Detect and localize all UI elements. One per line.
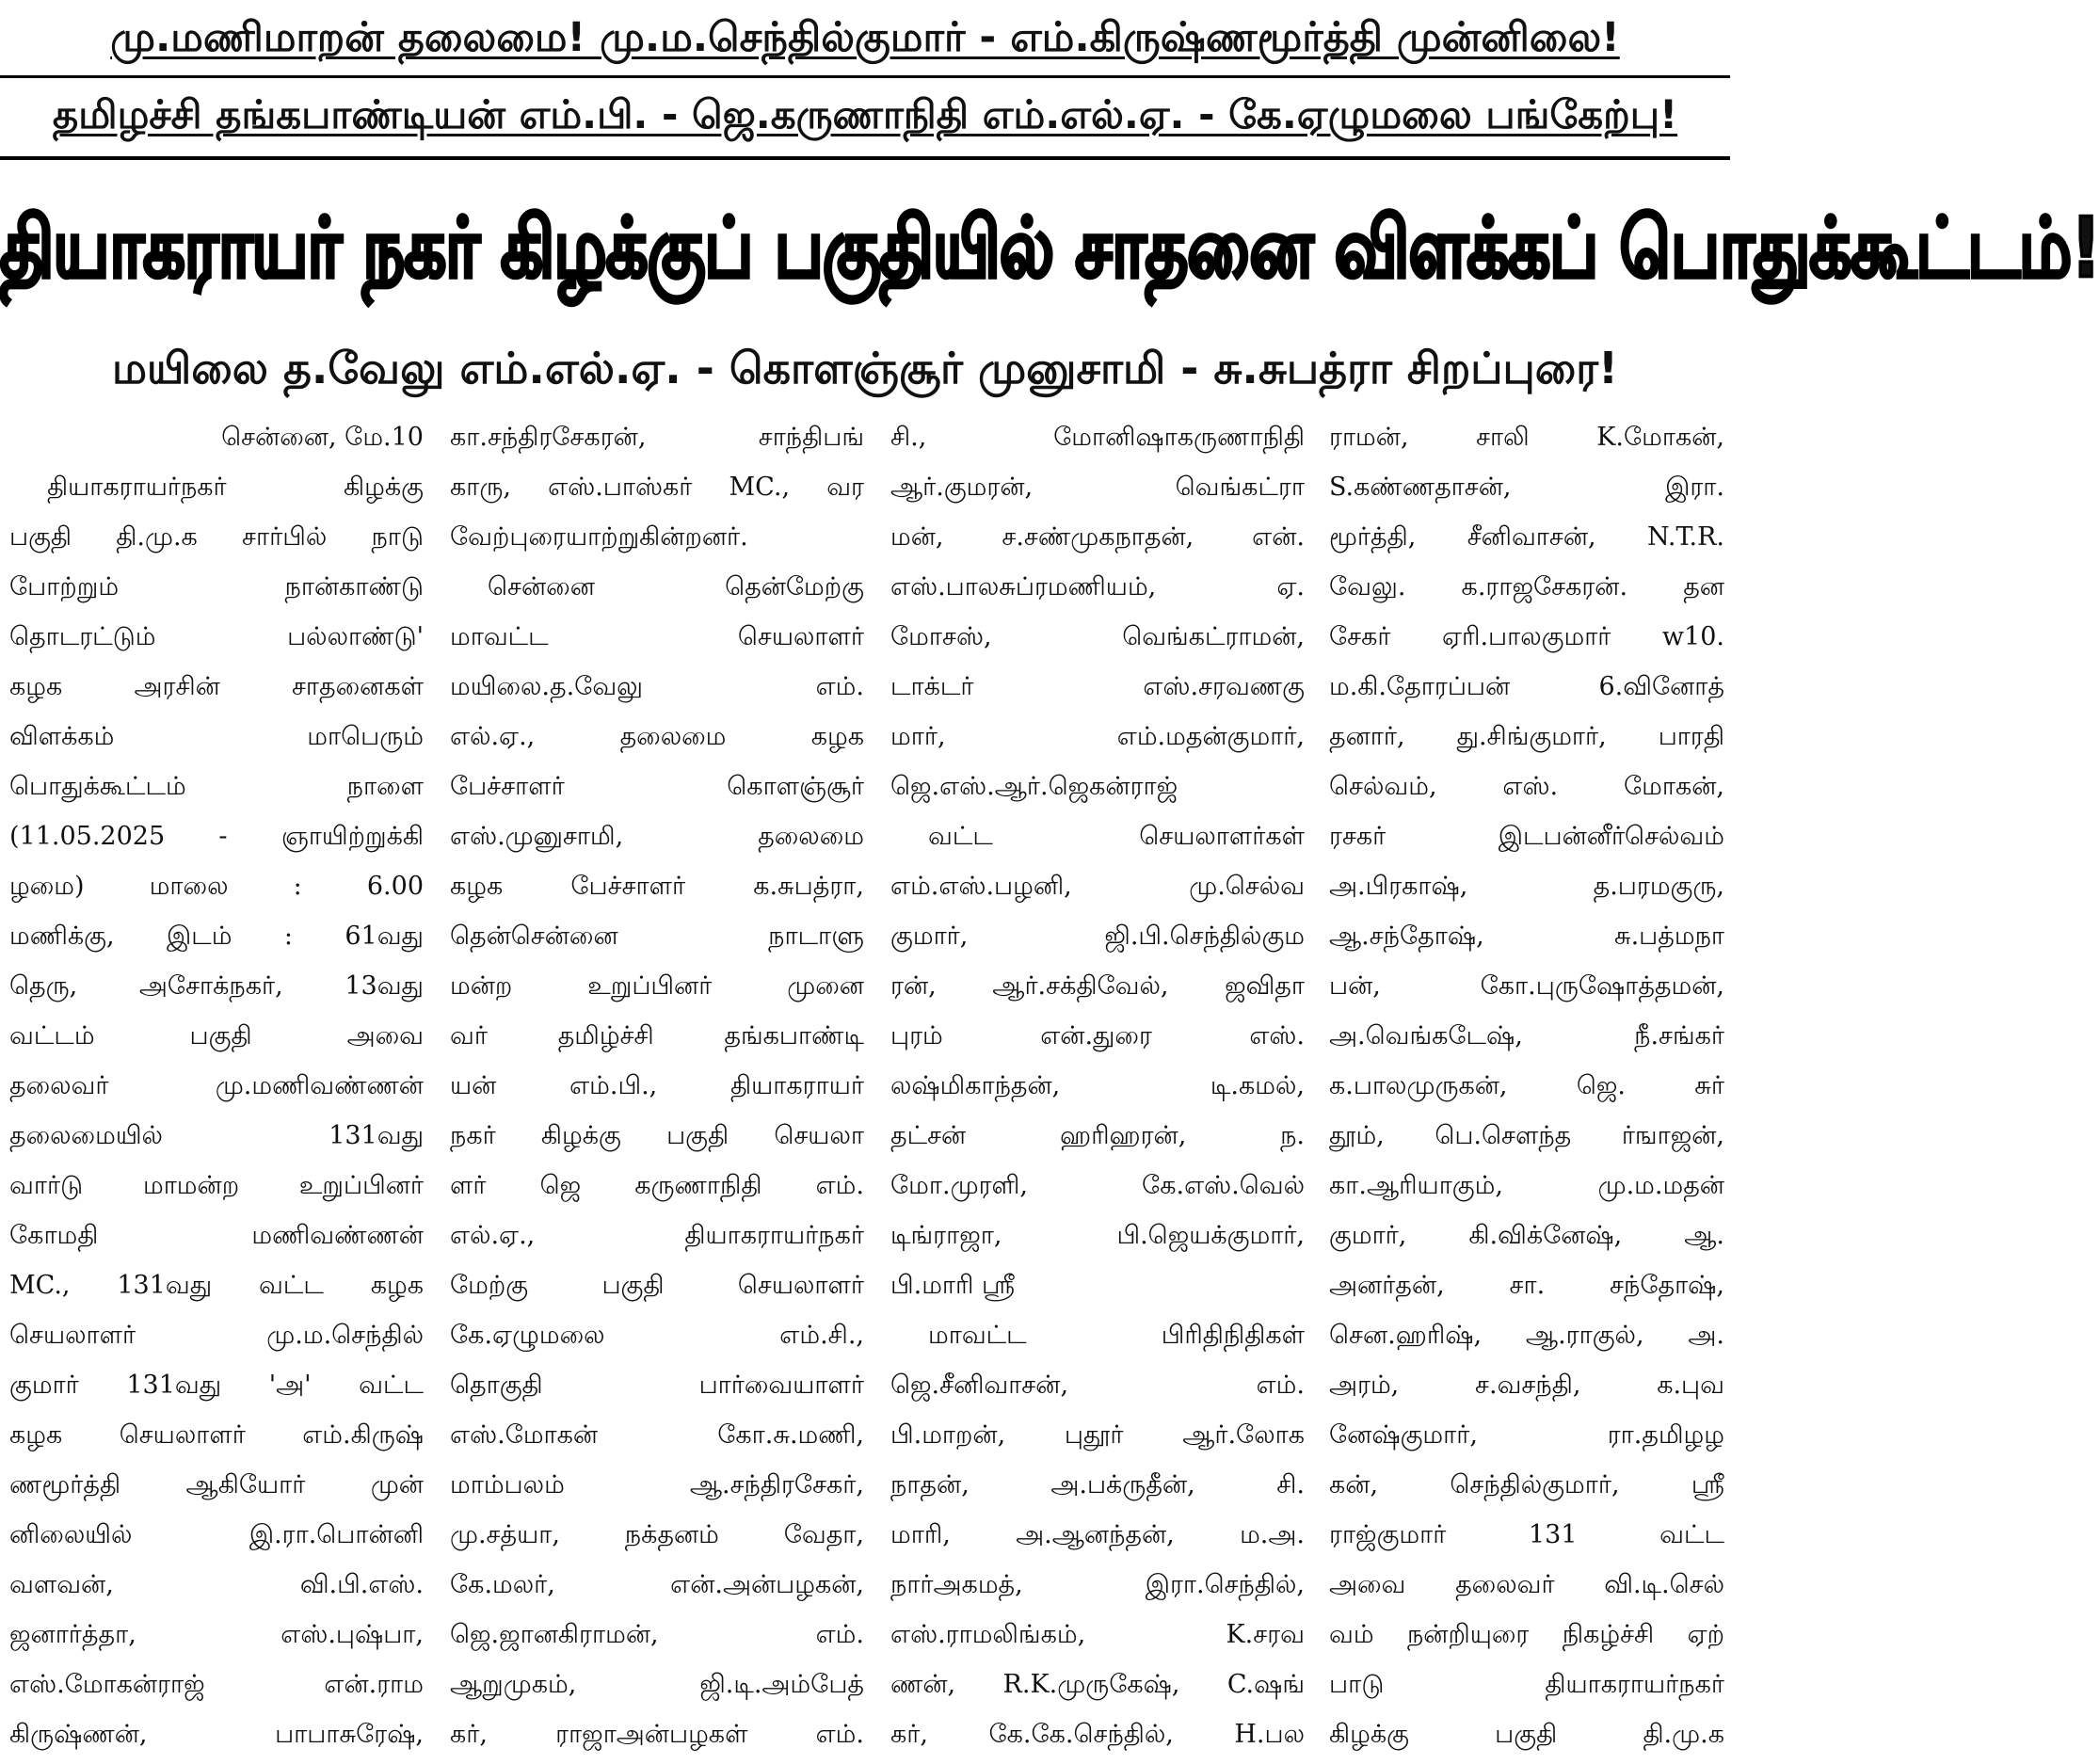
article-line: வேற்புரையாற்றுகின்றனர்.	[450, 522, 748, 552]
article-line: மோசஸ், வெங்கட்ராமன்,	[890, 622, 1305, 651]
article-line: மாரி, அ.ஆனந்தன், ம.அ.	[890, 1520, 1305, 1549]
article-line: பி.மாரி ஸ்ரீ	[890, 1271, 1016, 1300]
headline-divider-1	[0, 75, 1730, 78]
article-line: ராமன், சாலி K.மோகன்,	[1329, 423, 1724, 452]
article-column-1	[9, 412, 424, 1758]
article-line: ஆறுமுகம், ஜி.டி.அம்பேத்	[450, 1670, 864, 1699]
article-line: ளர் ஜெ கருணாநிதி எம்.	[450, 1171, 864, 1200]
article-line: ரன், ஆர்.சக்திவேல், ஜவிதா	[890, 971, 1305, 1001]
article-line: கர், ராஜாஅன்பழகள் எம்.	[450, 1720, 864, 1749]
article-line: தென்சென்னை நாடாளு	[450, 922, 864, 951]
article-line: கே.மலர், என்.அன்பழகன்,	[450, 1570, 864, 1599]
article-line: அவை தலைவர் வி.டி.செல்	[1329, 1570, 1724, 1599]
article-line: கழக செயலாளர் எம்.கிருஷ்	[9, 1420, 424, 1450]
headline-sub: மயிலை த.வேலு எம்.எல்.ஏ. - கொளஞ்சூர் முனுசாமி - சு.சுபத்ரா சிறப்புரை!	[112, 343, 1618, 393]
article-line: லஷ்மிகாந்தன், டி.கமல்,	[890, 1071, 1305, 1100]
article-line: புரம் என்.துரை எஸ்.	[890, 1021, 1305, 1050]
article-line: ஜெ.சீனிவாசன், எம்.	[890, 1371, 1305, 1400]
article-line: மு.சத்யா, நக்தனம் வேதா,	[450, 1520, 864, 1549]
article-line: வேலு. க.ராஜசேகரன். தன	[1329, 572, 1724, 601]
article-line: குமார், கி.விக்னேஷ், ஆ.	[1329, 1221, 1724, 1250]
article-line: வார்டு மாமன்ற உறுப்பினர்	[9, 1171, 424, 1200]
article-line: கிழக்கு பகுதி தி.மு.க	[1329, 1720, 1724, 1749]
article-line: போற்றும் நான்காண்டு	[9, 572, 424, 601]
article-line: எஸ்.மோகன் கோ.சு.மணி,	[450, 1420, 864, 1450]
article-line: எஸ்.மோகன்ராஜ் என்.ராம	[9, 1670, 424, 1699]
article-column-2	[450, 412, 864, 1758]
article-column-3	[890, 412, 1305, 1758]
article-line: காரு, எஸ்.பாஸ்கர் MC., வர	[450, 473, 864, 502]
article-line: தலைமையில் 131வது	[9, 1121, 424, 1150]
headline-divider-2	[0, 156, 1730, 160]
article-line: கர், கே.கே.செந்தில், H.பல	[890, 1720, 1305, 1749]
article-line: பொதுக்கூட்டம் நாளை	[9, 772, 424, 801]
article-line: ழமை) மாலை : 6.00	[9, 872, 424, 901]
article-line: ராஜ்குமார் 131 வட்ட	[1329, 1520, 1724, 1549]
article-line: வளவன், வி.பி.எஸ்.	[9, 1570, 424, 1599]
article-line: மணிக்கு, இடம் : 61வது	[9, 922, 424, 951]
article-line: ணமூர்த்தி ஆகியோர் முன்	[9, 1470, 424, 1499]
article-line: கா.சந்திரசேகரன், சாந்திபங்	[450, 423, 864, 452]
article-line: சென்னை, மே.10	[221, 423, 424, 452]
article-line: மாவட்ட பிரிதிநிதிகள்	[928, 1321, 1305, 1350]
article-line: னேஷ்குமார், ரா.தமிழழ	[1329, 1420, 1724, 1450]
article-line: கிருஷ்ணன், பாபாசுரேஷ்,	[9, 1720, 424, 1749]
article-line: (11.05.2025 - ஞாயிற்றுக்கி	[9, 822, 424, 851]
article-line: கன், செந்தில்குமார், ஸ்ரீ	[1329, 1470, 1724, 1499]
article-line: எல்.ஏ., தியாகராயர்நகர்	[450, 1221, 864, 1250]
article-line: MC., 131வது வட்ட கழக	[9, 1271, 424, 1300]
article-line: வர் தமிழ்ச்சி தங்கபாண்டி	[450, 1021, 864, 1050]
article-line: எல்.ஏ., தலைமை கழக	[450, 722, 864, 751]
article-line: பாடு தியாகராயர்நகர்	[1329, 1670, 1724, 1699]
article-line: வட்ட செயலாளர்கள்	[928, 822, 1305, 851]
article-line: எம்.எஸ்.பழனி, மு.செல்வ	[890, 872, 1305, 901]
article-line: கோமதி மணிவண்ணன்	[9, 1221, 424, 1250]
article-line: தொடரட்டும் பல்லாண்டு'	[9, 622, 424, 651]
article-line: நாதன், அ.பக்ருதீன், சி.	[890, 1470, 1305, 1499]
article-line: மூர்த்தி, சீனிவாசன், N.T.R.	[1329, 522, 1724, 552]
article-line: அரம், ச.வசந்தி, க.புவ	[1329, 1371, 1724, 1400]
article-line: மன்ற உறுப்பினர் முனை	[450, 971, 864, 1001]
article-line: மோ.முரளி, கே.எஸ்.வெல்	[890, 1171, 1305, 1200]
article-line: குமார், ஜி.பி.செந்தில்கும	[890, 922, 1305, 951]
headline-top: மு.மணிமாறன் தலைமை! மு.ம.செந்தில்குமார் - எம்.கிருஷ்ணமூர்த்தி முன்னிலை!	[110, 14, 1620, 61]
article-line: பேச்சாளர் கொளஞ்சூர்	[450, 772, 864, 801]
article-line: பி.மாறன், புதூர் ஆர்.லோக	[890, 1420, 1305, 1450]
article-line: னிலையில் இ.ரா.பொன்னி	[9, 1520, 424, 1549]
article-line: தட்சன் ஹரிஹரன், ந.	[890, 1121, 1305, 1150]
article-line: செயலாளர் மு.ம.செந்தில்	[9, 1321, 424, 1350]
article-line: தூம், பெ.சௌந்த ர்ஙாஜன்,	[1329, 1121, 1724, 1150]
article-line: கே.ஏழுமலை எம்.சி.,	[450, 1321, 864, 1350]
article-line: தியாகராயர்நகர் கிழக்கு	[47, 473, 424, 502]
article-line: எஸ்.முனுசாமி, தலைமை	[450, 822, 864, 851]
article-line: தனார், து.சிங்குமார், பாரதி	[1329, 722, 1724, 751]
headline-second: தமிழச்சி தங்கபாண்டியன் எம்.பி. - ஜெ.கருணாநிதி எம்.எல்.ஏ. - கே.ஏழுமலை பங்கேற்பு!	[52, 91, 1678, 137]
article-line: அனர்தன், சா. சந்தோஷ்,	[1329, 1271, 1724, 1300]
article-line: ஜெ.ஜானகிராமன், எம்.	[450, 1620, 864, 1649]
article-line: சேகர் ஏரி.பாலகுமார் w10.	[1329, 622, 1724, 651]
article-line: ஆ.சந்தோஷ், சு.பத்மநா	[1329, 922, 1724, 951]
article-line: தலைவர் மு.மணிவண்ணன்	[9, 1071, 424, 1100]
article-line: ஆர்.குமரன், வெங்கட்ரா	[890, 473, 1305, 502]
article-line: ஜெ.எஸ்.ஆர்.ஜெகன்ராஜ்	[890, 772, 1178, 801]
article-line: செல்வம், எஸ். மோகன்,	[1329, 772, 1724, 801]
article-line: மாம்பலம் ஆ.சந்திரசேகர்,	[450, 1470, 864, 1499]
article-line: டாக்டர் எஸ்.சரவணகு	[890, 672, 1305, 701]
article-line: ஜனார்த்தா, எஸ்.புஷ்பா,	[9, 1620, 424, 1649]
article-line: வம் நன்றியுரை நிகழ்ச்சி ஏற்	[1329, 1620, 1724, 1649]
article-body	[6, 412, 1724, 1758]
article-column-4	[1329, 412, 1724, 1758]
article-line: வட்டம் பகுதி அவை	[9, 1021, 424, 1050]
article-line: மேற்கு பகுதி செயலாளர்	[450, 1271, 864, 1300]
article-line: தொகுதி பார்வையாளர்	[450, 1371, 864, 1400]
article-line: மன், ச.சண்முகநாதன், என்.	[890, 522, 1305, 552]
article-line: ரசகர் இடபன்னீர்செல்வம்	[1329, 822, 1724, 851]
article-line: பகுதி தி.மு.க சார்பில் நாடு	[9, 522, 424, 552]
article-line: எஸ்.பாலசுப்ரமணியம், ஏ.	[890, 572, 1305, 601]
headline-main: தியாகராயர் நகர் கிழக்குப் பகுதியில் சாதனை விளக்கப் பொதுக்கூட்டம்!	[0, 200, 2100, 297]
article-line: யன் எம்.பி., தியாகராயர்	[450, 1071, 864, 1100]
article-line: ணன், R.K.முருகேஷ், C.ஷங்	[890, 1670, 1305, 1699]
article-line: தெரு, அசோக்நகர், 13வது	[9, 971, 424, 1001]
article-line: கழக பேச்சாளர் க.சுபத்ரா,	[450, 872, 864, 901]
article-line: குமார் 131வது 'அ' வட்ட	[9, 1371, 424, 1400]
article-line: எஸ்.ராமலிங்கம், K.சரவ	[890, 1620, 1305, 1649]
article-line: மாவட்ட செயலாளர்	[450, 622, 864, 651]
article-line: மயிலை.த.வேலு எம்.	[450, 672, 864, 701]
article-line: க.பாலமுருகன், ஜெ. சுர்	[1329, 1071, 1724, 1100]
article-line: அ.பிரகாஷ், த.பரமகுரு,	[1329, 872, 1724, 901]
article-line: மார், எம்.மதன்குமார்,	[890, 722, 1305, 751]
article-line: ம.கி.தோரப்பன் 6.வினோத்	[1329, 672, 1724, 701]
article-line: நகர் கிழக்கு பகுதி செயலா	[450, 1121, 864, 1150]
article-line: அ.வெங்கடேஷ், நீ.சங்கர்	[1329, 1021, 1724, 1050]
article-line: டிங்ராஜா, பி.ஜெயக்குமார்,	[890, 1221, 1305, 1250]
article-line: விளக்கம் மாபெரும்	[9, 722, 424, 751]
article-line: சி., மோனிஷாகருணாநிதி	[890, 423, 1305, 452]
article-line: கா.ஆரியாகும், மு.ம.மதன்	[1329, 1171, 1724, 1200]
article-line: S.கண்ணதாசன், இரா.	[1329, 473, 1724, 502]
article-line: சென.ஹரிஷ், ஆ.ராகுல், அ.	[1329, 1321, 1724, 1350]
article-line: நார்அகமத், இரா.செந்தில்,	[890, 1570, 1305, 1599]
article-line: பன், கோ.புருஷோத்தமன்,	[1329, 971, 1724, 1001]
article-line: கழக அரசின் சாதனைகள்	[9, 672, 424, 701]
article-line: சென்னை தென்மேற்கு	[488, 572, 864, 601]
